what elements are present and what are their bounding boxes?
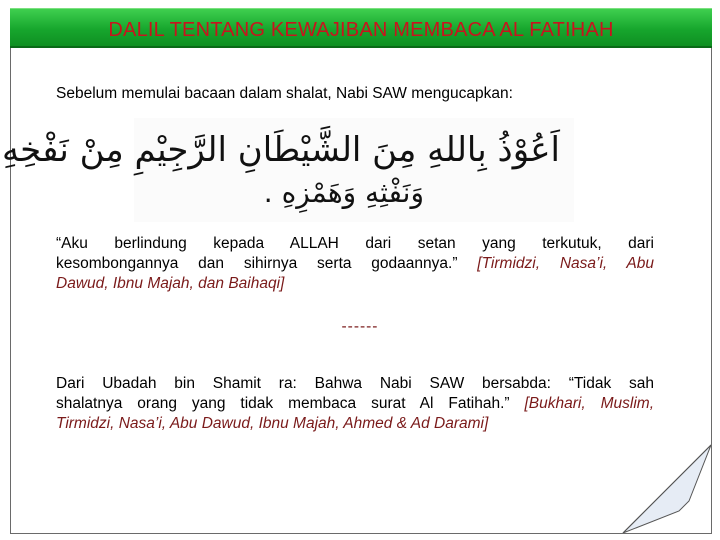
quote-line-2-text: kesombongannya dan sihirnya serta godaannya.” <box>56 255 478 272</box>
hadith-reference-1a: [Tirmidzi, Nasa’i, Abu <box>477 255 655 272</box>
arabic-line-2: وَنَفْثِهِ وَهَمْزِهِ . <box>263 176 424 209</box>
separator: ------ <box>341 318 379 335</box>
arabic-prayer <box>1 118 574 222</box>
hadith-reference-2b: Tirmidzi, Nasa’i, Abu Dawud, Ibnu Majah, Ahmed & Ad Darami] <box>56 415 489 432</box>
page-curl-icon <box>619 441 711 533</box>
hadith-reference-1b: Dawud, Ibnu Majah, dan Baihaqi] <box>56 275 285 292</box>
arabic-line-1: اَعُوْذُ بِاللهِ مِنَ الشَّيْطَانِ الرَّجِيْمِ مِنْ نَفْخِهِ <box>1 130 560 170</box>
quote-line-1: “Aku berlindung kepada ALLAH dari setan yang terkutuk, dari <box>56 235 654 252</box>
hadith-text <box>56 374 654 434</box>
title-bar <box>10 8 712 48</box>
slide-title: DALIL TENTANG KEWAJIBAN MEMBACA AL FATIHAH <box>108 19 614 41</box>
hadith-line-2 <box>56 394 654 414</box>
hadith-line-2-text: shalatnya orang yang tidak membaca surat Al Fatihah.” <box>56 395 525 412</box>
quote-line-2 <box>56 254 654 274</box>
intro-text: Sebelum memulai bacaan dalam shalat, Nabi SAW mengucapkan: <box>56 85 513 102</box>
hadith-reference-2a: [Bukhari, Muslim, <box>524 395 654 412</box>
hadith-line-1: Dari Ubadah bin Shamit ra: Bahwa Nabi SAW bersabda: “Tidak sah <box>56 375 654 392</box>
quote-translation <box>56 234 654 294</box>
